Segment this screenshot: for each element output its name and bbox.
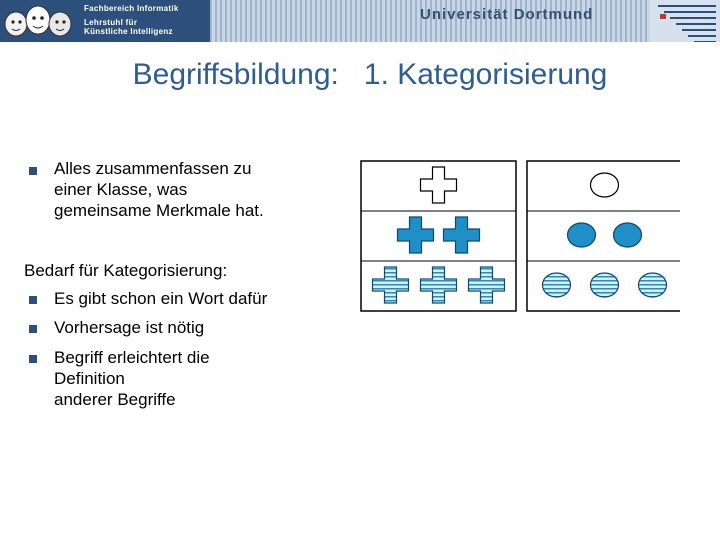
cross-shape [398, 217, 434, 253]
slide-title: Begriffsbildung: 1. Kategorisierung [132, 58, 608, 91]
bullet-marker [29, 355, 37, 363]
circle-shape [591, 173, 619, 197]
header-left-panel [0, 0, 210, 42]
need-item-3-line-3: anderer Begriffe [54, 390, 176, 409]
faces-logo [2, 2, 76, 40]
need-item-2: Vorhersage ist nötig [54, 318, 205, 337]
bullet-marker [29, 325, 37, 333]
university-logo [650, 0, 720, 42]
bullet-text-1-line-1: Alles zusammenfassen zu [54, 159, 252, 178]
bullet-text-1-line-2: einer Klasse, was [54, 180, 188, 199]
bullet-marker [29, 296, 37, 304]
cross-shape [373, 267, 409, 303]
circle-shape [639, 273, 667, 297]
dept-line-2: Lehrstuhl für [84, 18, 138, 27]
dept-line-1: Fachbereich Informatik [84, 4, 179, 13]
circle-shape [614, 223, 642, 247]
circle-shape [591, 273, 619, 297]
need-item-1: Es gibt schon ein Wort dafür [54, 289, 268, 308]
need-item-3-line-1: Begriff erleichtert die [54, 348, 210, 367]
bullet-text-1-line-3: gemeinsame Merkmale hat. [54, 201, 264, 220]
bullet-marker [29, 167, 37, 175]
cross-shape [444, 217, 480, 253]
header-banner [0, 0, 720, 42]
circle-shape [543, 273, 571, 297]
category-diagram [360, 160, 680, 320]
cross-shape [469, 267, 505, 303]
need-item-3-line-2: Definition [54, 369, 125, 388]
cross-shape [421, 267, 457, 303]
dept-line-3: Künstliche Intelligenz [84, 27, 173, 36]
cross-shape [421, 167, 457, 203]
need-heading: Bedarf für Kategorisierung: [24, 261, 228, 280]
university-name: Universität Dortmund [420, 6, 594, 23]
circle-shape [568, 223, 596, 247]
